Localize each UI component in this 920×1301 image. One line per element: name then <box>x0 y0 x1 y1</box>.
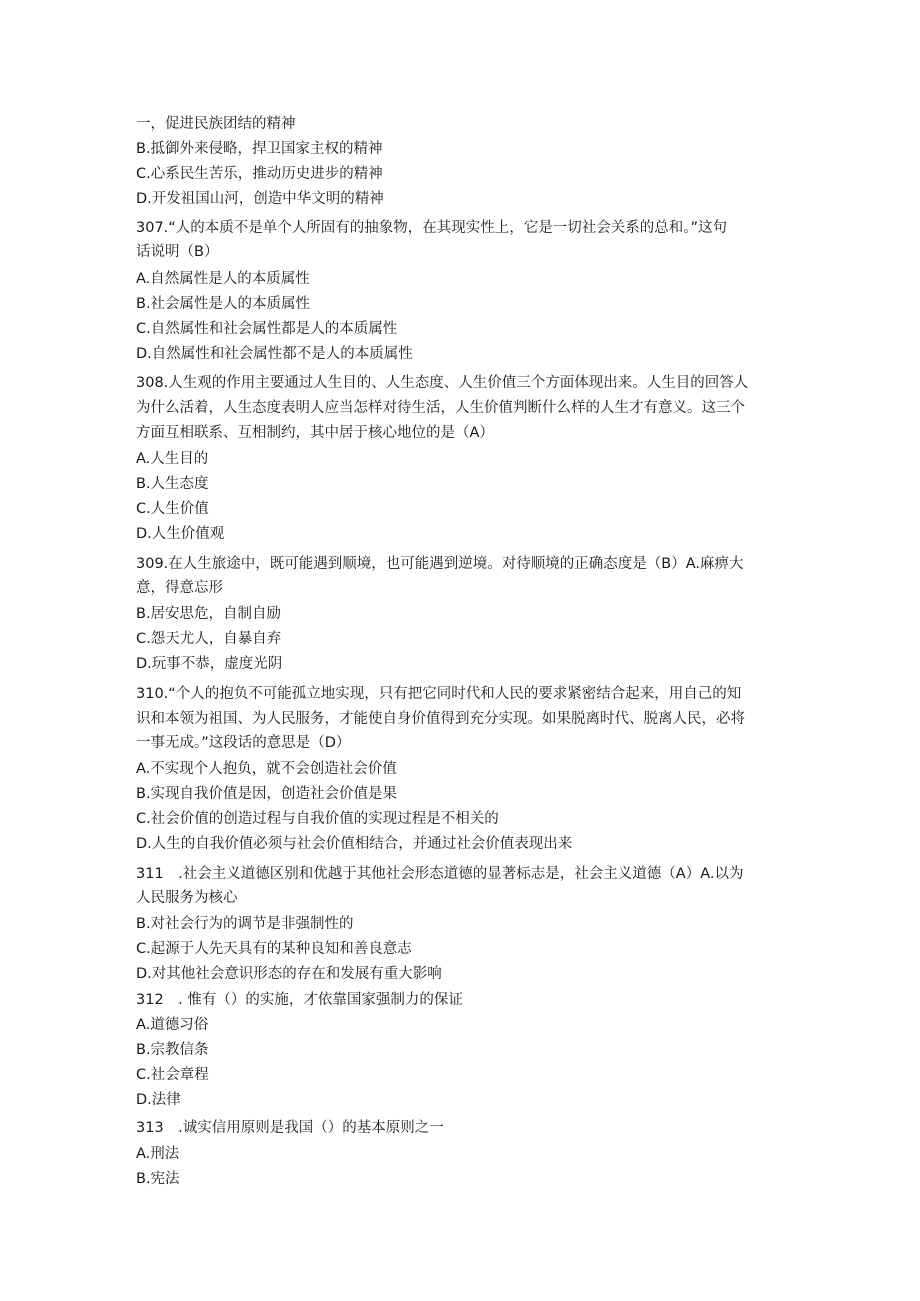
text-line: C.心系民生苦乐，推动历史进步的精神 <box>136 166 383 182</box>
option-b: B.实现自我价值是因，创造社会价值是果 <box>136 786 398 802</box>
option-c: C.人生价值 <box>136 501 209 517</box>
option-d: D.对其他社会意识形态的存在和发展有重大影响 <box>136 966 442 982</box>
option-b: B.人生态度 <box>136 476 209 492</box>
question-text: 方面互相联系、互相制约，其中居于核心地位的是（A） <box>136 425 494 441</box>
option-c: C.自然属性和社会属性都是人的本质属性 <box>136 321 398 337</box>
option-b: B.社会属性是人的本质属性 <box>136 296 311 312</box>
option-a: A.刑法 <box>136 1146 180 1162</box>
option-c: C.社会价值的创造过程与自我价值的实现过程是不相关的 <box>136 811 499 827</box>
option-d: D.人生价值观 <box>136 526 225 542</box>
option-b: B.对社会行为的调节是非强制性的 <box>136 916 354 932</box>
question-text: 307.“人的本质不是单个人所固有的抽象物，在其现实性上，它是一切社会关系的总和。”这句 <box>136 220 728 236</box>
option-c: C.怨天尤人，自暴自弃 <box>136 631 282 647</box>
option-b: B.宗教信条 <box>136 1042 209 1058</box>
question-text: 意，得意忘形 <box>136 580 223 596</box>
question-text: 311 .社会主义道德区别和优越于其他社会形态道德的显著标志是，社会主义道德（A）A.以为 <box>136 866 744 882</box>
option-b: B.宪法 <box>136 1171 180 1187</box>
text-line: B.抵御外来侵略，捍卫国家主权的精神 <box>136 141 383 157</box>
text-line: 一，促进民族团结的精神 <box>136 116 296 132</box>
question-text: 为什么活着，人生态度表明人应当怎样对待生活，人生价值判断什么样的人生才有意义。这三个 <box>136 400 745 416</box>
option-c: C.社会章程 <box>136 1067 209 1083</box>
question-text: 310.“个人的抱负不可能孤立地实现，只有把它同时代和人民的要求紧密结合起来，用自己的知 <box>136 686 742 702</box>
option-a: A.道德习俗 <box>136 1017 209 1033</box>
option-d: D.法律 <box>136 1092 181 1108</box>
question-text: 话说明（B） <box>136 244 219 260</box>
question-text: 一事无成。”这段话的意思是（D） <box>136 735 351 751</box>
option-d: D.人生的自我价值必须与社会价值相结合，并通过社会价值表现出来 <box>136 836 573 852</box>
question-text: 309.在人生旅途中，既可能遇到顺境，也可能遇到逆境。对待顺境的正确态度是（B）A.麻痹大 <box>136 556 744 572</box>
option-a: A.不实现个人抱负，就不会创造社会价值 <box>136 761 397 777</box>
question-text: 人民服务为核心 <box>136 890 238 906</box>
option-b: B.居安思危，自制自励 <box>136 606 282 622</box>
option-d: D.玩事不恭，虚度光阴 <box>136 656 283 672</box>
option-a: A.人生目的 <box>136 451 209 467</box>
question-text: 313 .诚实信用原则是我国（）的基本原则之一 <box>136 1120 444 1136</box>
text-line: D.开发祖国山河，创造中华文明的精神 <box>136 191 384 207</box>
option-c: C.起源于人先天具有的某种良知和善良意志 <box>136 941 412 957</box>
question-text: 312 . 惟有（）的实施，才依靠国家强制力的保证 <box>136 992 463 1008</box>
option-a: A.自然属性是人的本质属性 <box>136 271 310 287</box>
option-d: D.自然属性和社会属性都不是人的本质属性 <box>136 346 413 362</box>
question-text: 识和本领为祖国、为人民服务，才能使自身价值得到充分实现。如果脱离时代、脱离人民，必将 <box>136 711 745 727</box>
question-text: 308.人生观的作用主要通过人生目的、人生态度、人生价值三个方面体现出来。人生目的回答人 <box>136 375 749 391</box>
